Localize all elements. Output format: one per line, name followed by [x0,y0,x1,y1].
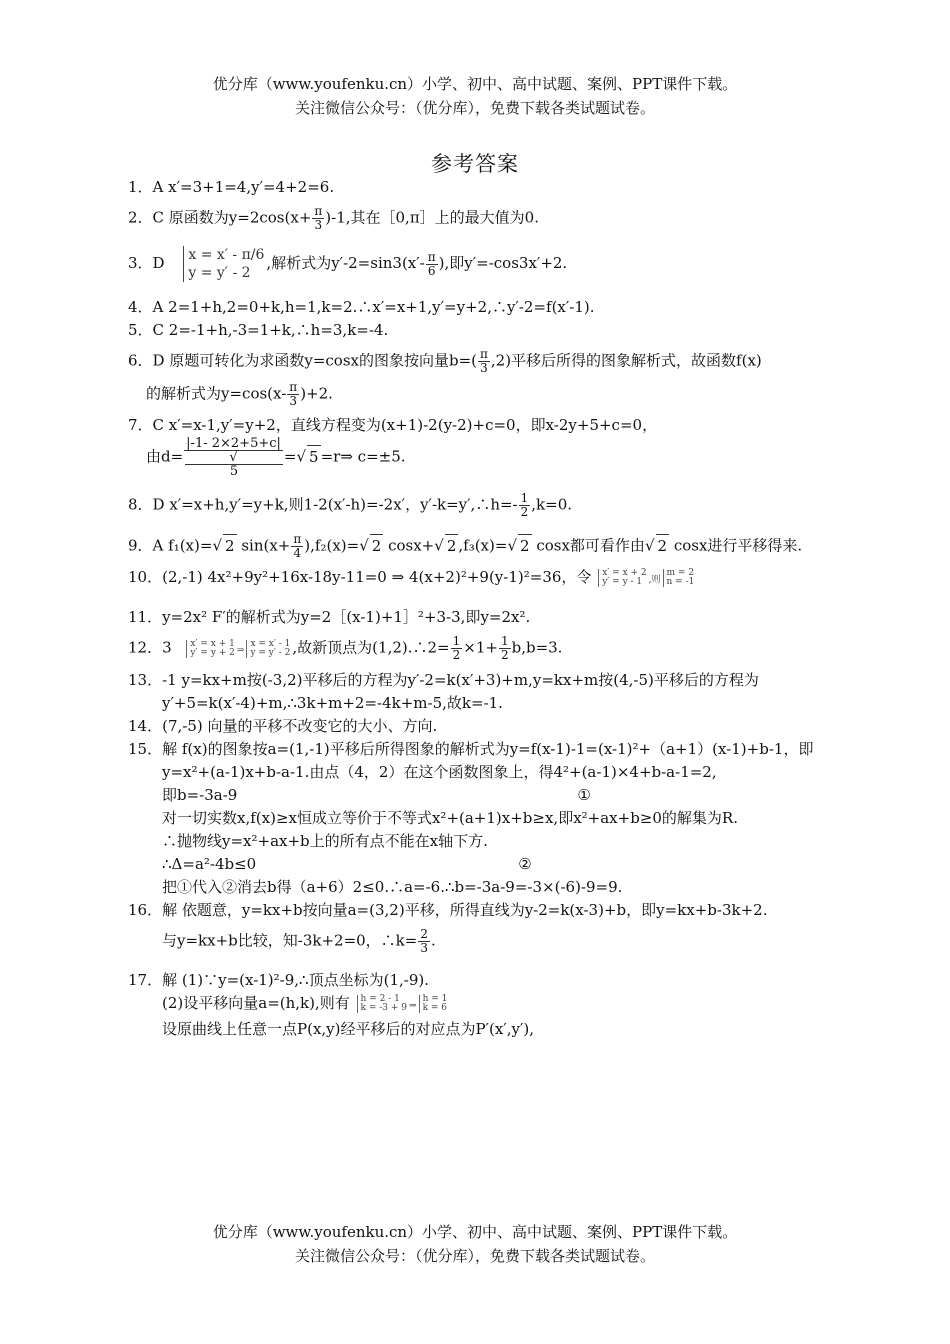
answer-10: 10．(2,-1) 4x²+9y²+16x-18y-11=0 ⇒ 4(x+2)²+9(y-1)²=36，令 x′ = x + 2 y′ = y - 1 ,则 m = 2 n = -1 [128,568,695,587]
page-title: 参考答案 [431,152,519,176]
answer-1: 1．A x′=3+1=4,y′=4+2=6. [128,178,335,196]
marker-2: ② [518,854,532,873]
answer-2: 2．C 原函数为y=2cos(x+ $\frac{\pi}{3}$ )-1,其在［0,π］上的最大值为0. [128,204,539,232]
fraction: $\frac{\pi}{3}$ [314,204,323,232]
answer-9: 9．A f₁(x)=√ 2 sin(x+ $\frac{\pi}{4}$ ),f₂(x)=√ 2 cosx+√ 2 ,f₃(x)=√ 2 cosx都可看作由√ 2 cosx进行平移得来. [128,532,803,560]
fraction: $\frac{\pi}{3}$ [480,347,488,375]
answer-5: 5．C 2=-1+h,-3=1+k,∴h=3,k=-4. [128,321,389,339]
header-line-1: 优分库（www.youfenku.cn）小学、初中、高中试题、案例、PPT课件下载。 [212,75,738,93]
equation-system: h = 2 - 1 k = -3 + 9 [357,995,407,1013]
answer-17-line-3: 设原曲线上任意一点P(x,y)经平移后的对应点为P′(x′,y′), [162,1019,534,1038]
answer-15-line-6: ∴Δ=a²-4b≤0 ② [128,853,848,876]
answer-15-line-3: 即b=-3a-9 ① [128,784,848,807]
answer-16-line-2: 与y=kx+b比较，知-3k+2=0，∴k= $\frac{2}{3}$ . [162,926,436,955]
answer-15-line-2: y=x²+(a-1)x+b-a-1.由点（4，2）在这个函数图象上，得4²+(a-1)×4+b-a-1=2, [162,762,717,781]
answer-7-line-2: 由d= |-1- 2×2+5+c| √ 5 =√ 5 =r⇒ c=±5. [146,436,406,479]
answer-15-line-5: ∴抛物线y=x²+ax+b上的所有点不能在x轴下方. [162,831,488,850]
answer-6-line-2: 的解析式为y=cos(x- $\frac{\pi}{3}$ )+2. [146,380,333,408]
answer-12: 12．3 x′ = x + 1 y′ = y + 2 ⇒ x = x′ - 1 y = y′ - 2 ,故新顶点为(1,2).∴2= $\frac{1}{2}$ ×1+ $\frac{1}{2}$ b,b=3. [128,634,563,662]
answer-8: 8．D x′=x+h,y′=y+k,则1-2(x′-h)=-2x′，y′-k=y′,∴h=- $\frac{1}{2}$ ,k=0. [128,491,573,519]
answer-7: 7．C x′=x-1,y′=y+2，直线方程变为(x+1)-2(y-2)+c=0，即x-2y+5+c=0， [128,416,658,434]
answer-16: 16．解 依题意，y=kx+b按向量a=(3,2)平移，所得直线为y-2=k(x-3)+b，即y=kx+b-3k+2. [128,900,768,919]
equation-system: m = 2 n = -1 [663,569,695,587]
fraction: $\frac{\pi}{6}$ [427,249,436,278]
answer-4: 4．A 2=1+h,2=0+k,h=1,k=2.∴x′=x+1,y′=y+2,∴y′-2=f(x′-1). [128,298,595,316]
fraction: $\frac{\pi}{3}$ [289,380,298,408]
fraction: $\frac{1}{2}$ [520,491,529,519]
footer-line-2: 关注微信公众号：（优分库），免费下载各类试题试卷。 [294,1247,655,1265]
answer-17: 17．解 (1)∵y=(x-1)²-9,∴顶点坐标为(1,-9). [128,970,429,989]
answer-list [128,176,848,1041]
header-line-2: 关注微信公众号：（优分库），免费下载各类试题试卷。 [294,99,655,117]
answer-3: 3．D x = x′ - π/6 y = y′ - 2 ,解析式为y′-2=sin3(x′- $\frac{\pi}{6}$ ),即y′=-cos3x′+2. [128,247,568,281]
answer-11: 11．y=2x² F′的解析式为y=2［(x-1)+1］²+3-3,即y=2x². [128,608,531,626]
answer-14: 14．(7,-5) 向量的平移不改变它的大小、方向. [128,716,438,735]
answer-6: 6．D 原题可转化为求函数y=cosx的图象按向量b=( $\frac{\pi}{3}$ ,2)平移后所得的图象解析式，故函数f(x) [128,347,762,375]
marker-1: ① [577,785,591,804]
equation-system: x = x′ - π/6 y = y′ - 2 [183,246,264,282]
fraction: $\frac{1}{2}$ [500,634,509,662]
answer-15: 15．解 f(x)的图象按a=(1,-1)平移后所得图象的解析式为y=f(x-1)-1=(x-1)²+（a+1）(x-1)+b-1，即 [128,739,814,758]
answer-17-line-2: (2)设平移向量a=(h,k),则有 h = 2 - 1 k = -3 + 9 ⇒ h = 1 k = 6 [162,993,448,1013]
equation-system: x = x′ - 1 y = y′ - 2 [246,640,290,658]
fraction: |-1- 2×2+5+c| √ 5 [186,436,281,479]
answer-13: 13．-1 y=kx+m按(-3,2)平移后的方程为y′-2=k(x′+3)+m,y=kx+m按(4,-5)平移后的方程为 [128,670,759,689]
fraction: $\frac{2}{3}$ [420,926,428,955]
equation-system: h = 1 k = 6 [419,995,448,1013]
answer-13-line-2: y′+5=k(x′-4)+m,∴3k+m+2=-4k+m-5,故k=-1. [162,693,503,712]
answer-15-line-4: 对一切实数x,f(x)≥x恒成立等价于不等式x²+(a+1)x+b≥x,即x²+ax+b≥0的解集为R. [162,808,738,827]
footer-line-1: 优分库（www.youfenku.cn）小学、初中、高中试题、案例、PPT课件下载。 [212,1223,738,1241]
answer-15-line-7: 把①代入②消去b得（a+6）2≤0.∴a=-6.∴b=-3a-9=-3×(-6)-9=9. [162,877,623,896]
fraction: $\frac{1}{2}$ [452,634,461,662]
fraction: $\frac{\pi}{4}$ [293,532,302,560]
equation-system: x′ = x + 1 y′ = y + 2 [186,640,234,658]
equation-system: x′ = x + 2 y′ = y - 1 [598,569,646,587]
